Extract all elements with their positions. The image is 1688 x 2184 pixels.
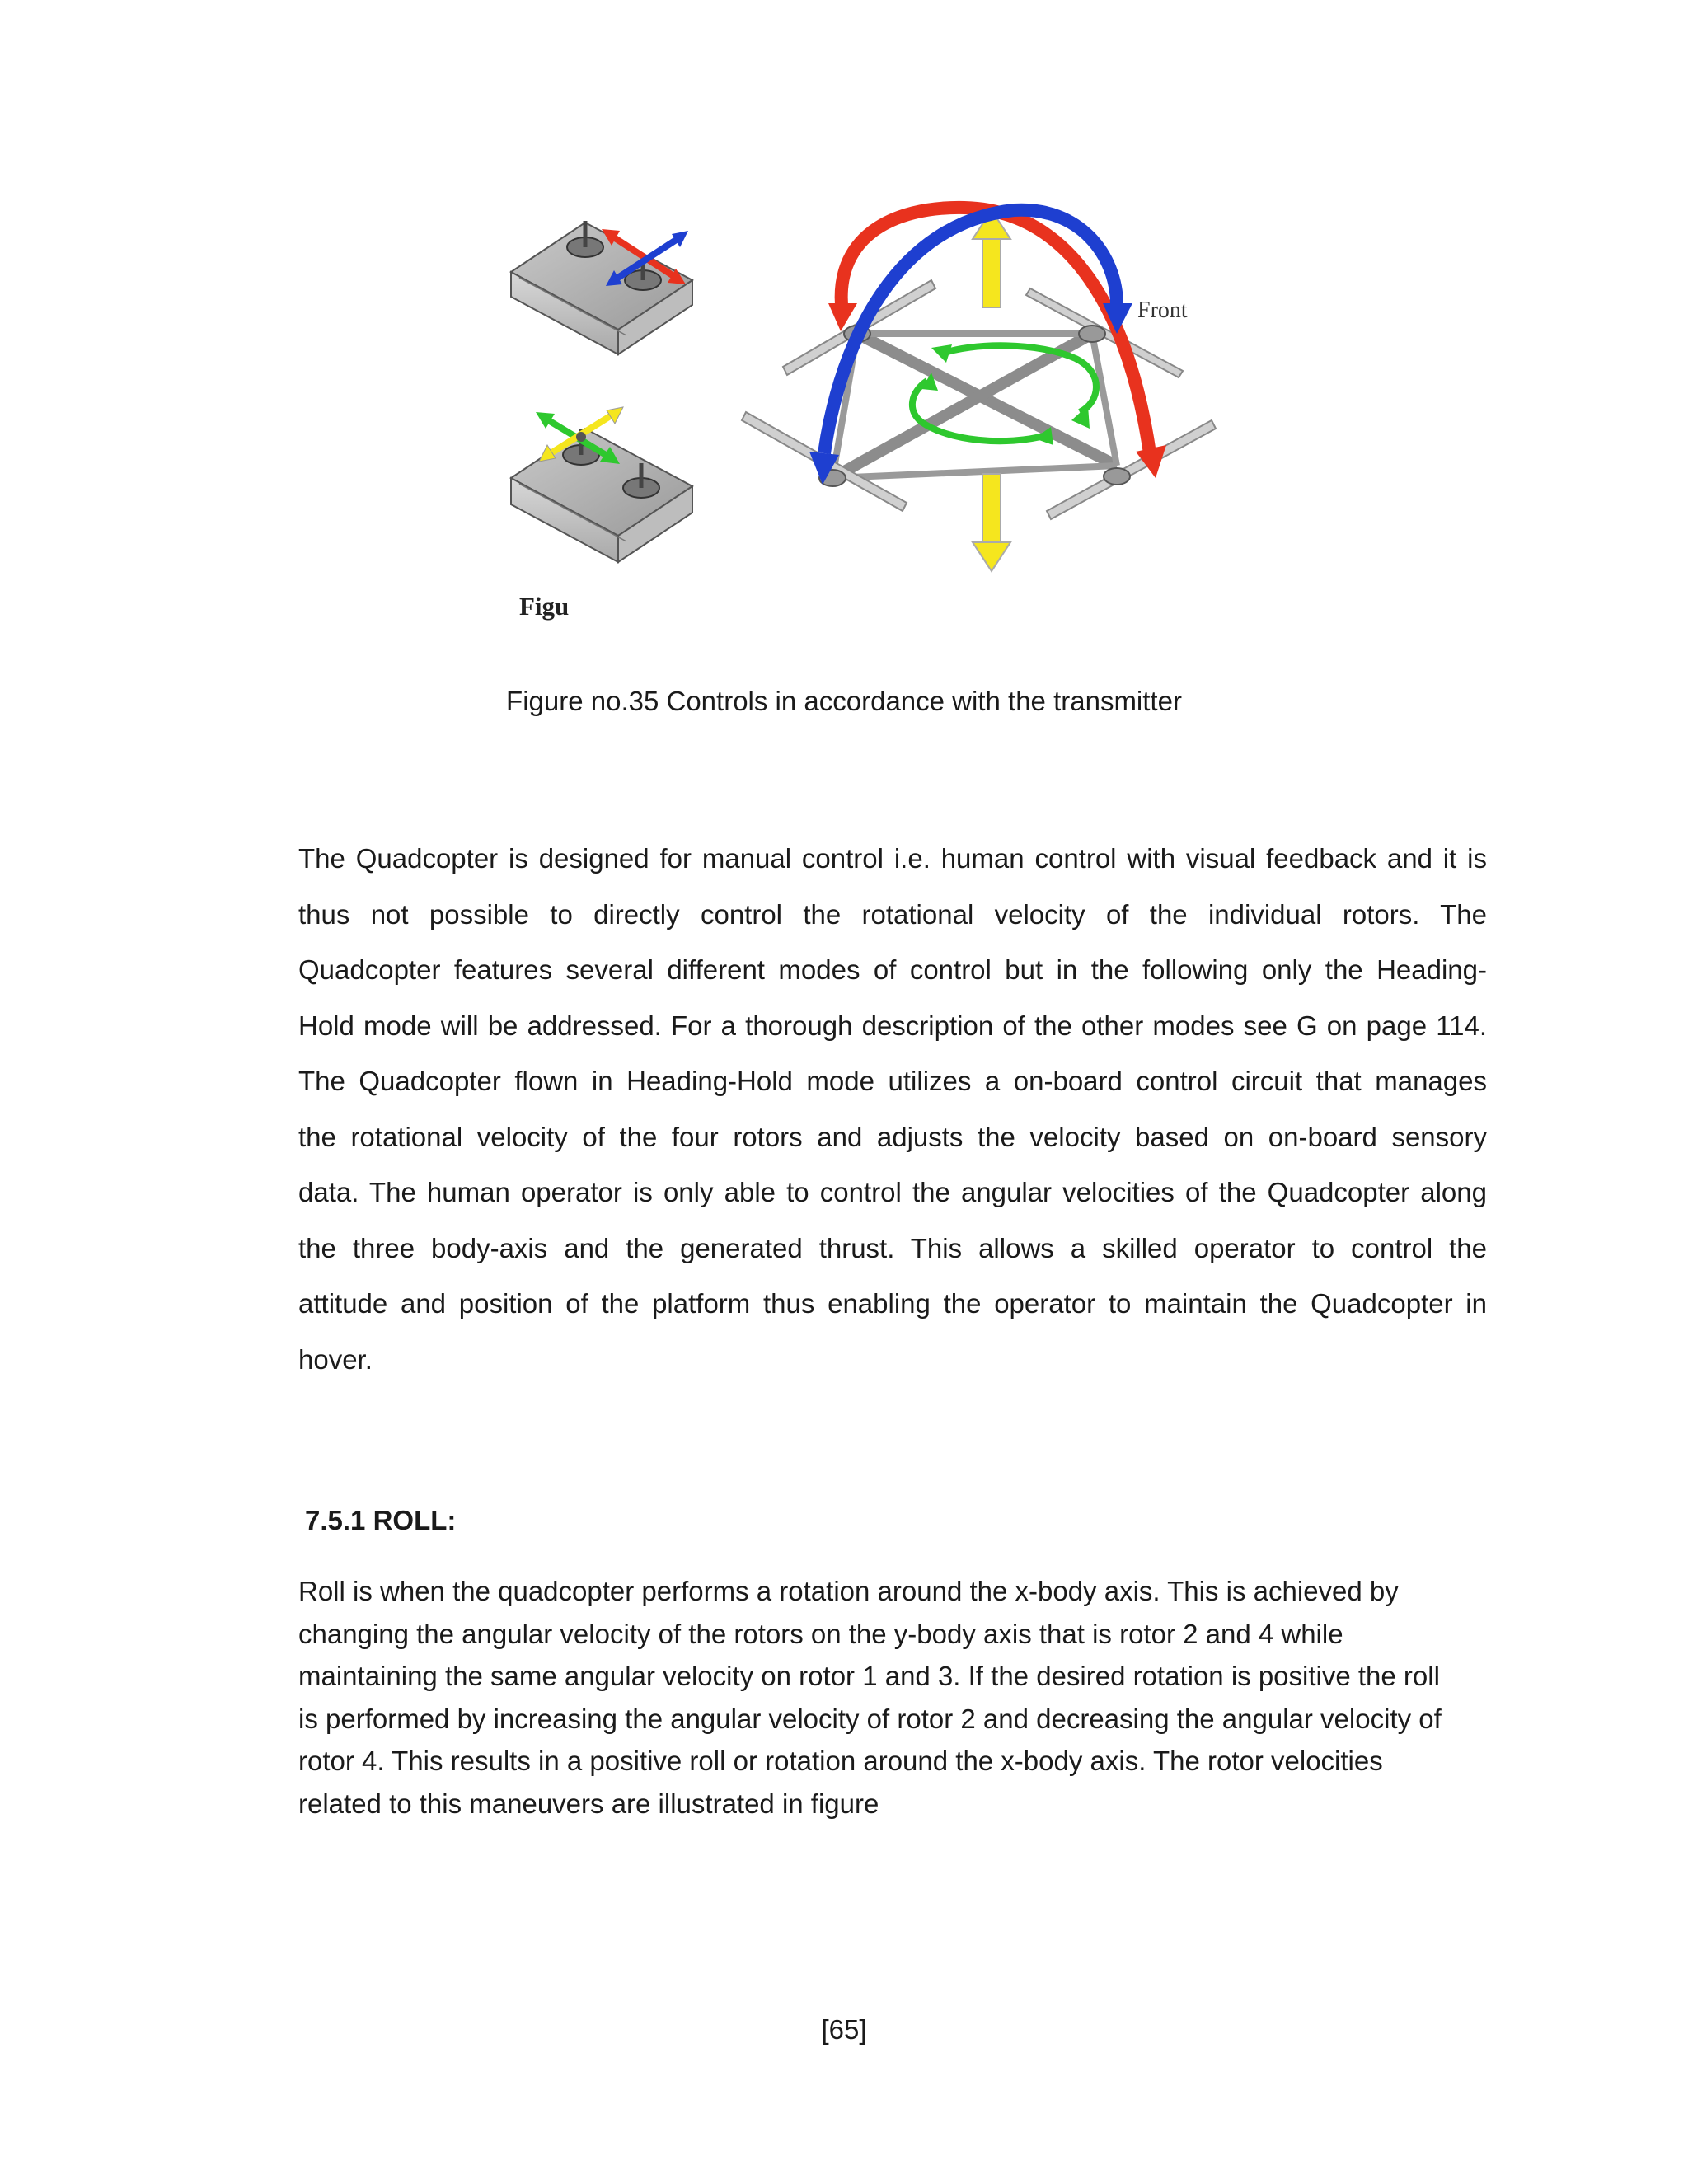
paragraph-line: the rotational velocity of the four rotors and adjusts the velocity based on on-board sensory — [298, 1121, 1487, 1152]
figure-illustration — [503, 190, 1245, 651]
paragraph-line: Roll is when the quadcopter performs a rotation around the x-body axis. This is achieved by — [298, 1576, 1399, 1606]
transmitter-bottom — [511, 407, 692, 562]
paragraph-line: hover. — [298, 1343, 373, 1375]
paragraph-line: Quadcopter features several different modes of control but in the following only the Heading- — [298, 954, 1487, 985]
paragraph-line: the three body-axis and the generated thrust. This allows a skilled operator to control the — [298, 1232, 1487, 1263]
transmitter-top — [511, 221, 692, 354]
green-yaw-arrow — [912, 344, 1096, 445]
body-paragraph-1 — [298, 831, 1487, 1387]
figure-partial-caption: Figu — [519, 592, 570, 621]
paragraph-line: is performed by increasing the angular velocity of rotor 2 and decreasing the angular velocity of — [298, 1703, 1442, 1734]
paragraph-line: maintaining the same angular velocity on rotor 1 and 3. If the desired rotation is positive the roll — [298, 1661, 1440, 1691]
paragraph-line: attitude and position of the platform thus enabling the operator to maintain the Quadcopter in — [298, 1288, 1487, 1319]
figure-caption: Figure no.35 Controls in accordance with the transmitter — [506, 686, 1182, 716]
page-number: [65] — [821, 2014, 867, 2045]
paragraph-line: thus not possible to directly control the rotational velocity of the individual rotors. The — [298, 898, 1487, 930]
paragraph-line: The Quadcopter flown in Heading-Hold mode utilizes a on-board control circuit that manages — [298, 1066, 1487, 1096]
quadcopter-controls-figure — [503, 190, 1245, 651]
front-label: Front — [1137, 298, 1188, 323]
paragraph-line: related to this maneuvers are illustrated in figure — [298, 1788, 879, 1819]
section-heading: 7.5.1 ROLL: — [305, 1505, 457, 1535]
thrust-down-arrow — [973, 474, 1010, 571]
paragraph-line: changing the angular velocity of the rotors on the y-body axis that is rotor 2 and 4 while — [298, 1618, 1343, 1649]
thrust-up-arrow — [973, 210, 1010, 307]
body-paragraph-2 — [298, 1570, 1493, 1825]
paragraph-line: Hold mode will be addressed. For a thorough description of the other modes see G on page 114. — [298, 1010, 1487, 1041]
paragraph-line: rotor 4. This results in a positive roll or rotation around the x-body axis. The rotor velocities — [298, 1746, 1383, 1776]
paragraph-line: The Quadcopter is designed for manual control i.e. human control with visual feedback and it is — [298, 843, 1487, 874]
paragraph-line: data. The human operator is only able to control the angular velocities of the Quadcopter along — [298, 1177, 1487, 1207]
